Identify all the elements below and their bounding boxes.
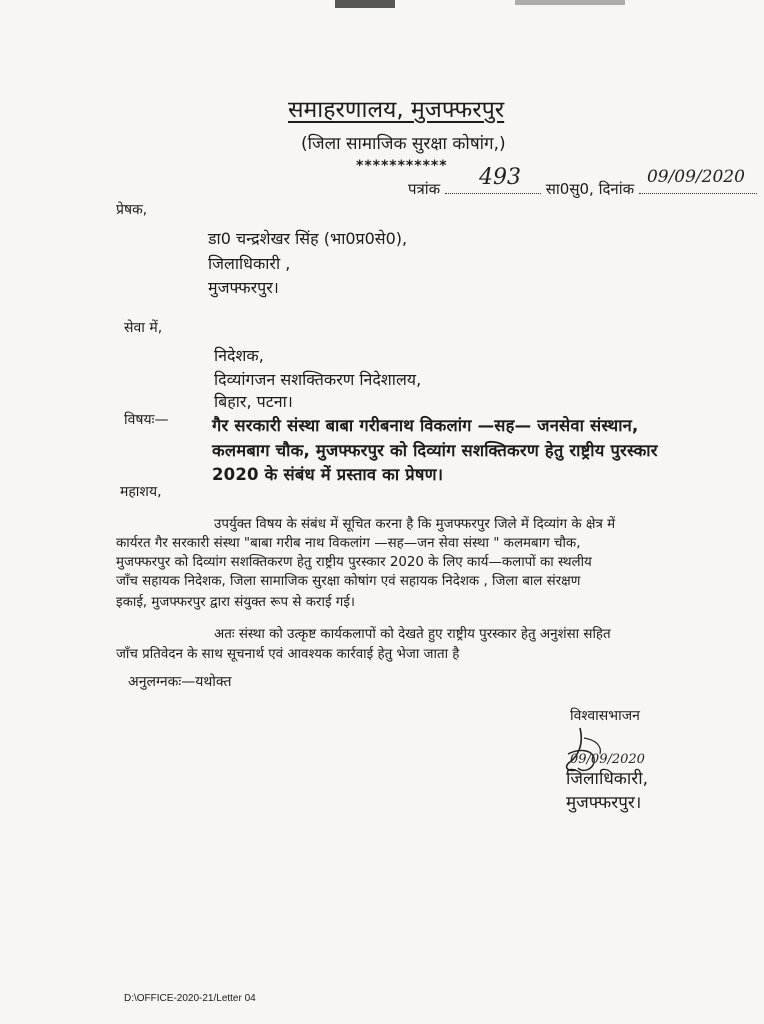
- sender-label: प्रेषक,: [116, 202, 148, 218]
- file-path: D:\OFFICE-2020-21/Letter 04: [124, 993, 256, 1004]
- separator-stars: ***********: [356, 158, 448, 174]
- ref-number: 493: [479, 165, 521, 190]
- department-name: (जिला सामाजिक सुरक्षा कोषांग,): [301, 134, 506, 154]
- signatory-place: मुजफ्फरपुर।: [566, 793, 642, 813]
- body-line: मुजफ्फरपुर को दिव्यांग सशक्तिकरण हेतु राष्ट्रीय पुरस्कार 2020 के लिए कार्य—कलापों का स्थलीय: [116, 555, 592, 570]
- sender-line: जिलाधिकारी ,: [208, 254, 291, 273]
- ref-suffix: सा0सु0, दिनांक: [545, 180, 635, 198]
- body-line: जाँच सहायक निदेशक, जिला सामाजिक सुरक्षा कोषांग एवं सहायक निदेशक , जिला बाल संरक्षण: [116, 574, 581, 589]
- sender-line: डा0 चन्द्रशेखर सिंह (भा0प्र0से0),: [208, 229, 408, 248]
- closing-text: विश्वासभाजन: [570, 708, 640, 724]
- body-line: अतः संस्था को उत्कृष्ट कार्यकलापों को देखते हुए राष्ट्रीय पुरस्कार हेतु अनुशंसा सहित: [214, 627, 611, 642]
- letter-date: 09/09/2020: [646, 167, 745, 187]
- recipient-label: सेवा में,: [124, 320, 163, 336]
- date-field: [639, 167, 757, 194]
- body-line: इकाई, मुजफ्फरपुर द्वारा संयुक्त रूप से कराई गई।: [116, 595, 355, 610]
- top-edge-mark: [335, 0, 395, 8]
- body-line: कार्यरत गैर सरकारी संस्था "बाबा गरीब नाथ विकलांग —सह—जन सेवा संस्था " कलमबाग चौक,: [116, 536, 581, 551]
- sender-line: मुजफ्फरपुर।: [208, 278, 279, 297]
- subject-line: 2020 के संबंध में प्रस्ताव का प्रेषण।: [212, 465, 444, 484]
- signature-date: 09/09/2020: [570, 752, 645, 767]
- recipient-line: बिहार, पटना।: [214, 392, 293, 411]
- enclosure-note: अनुलग्नकः—यथोक्त: [128, 674, 232, 690]
- reference-line: [408, 165, 757, 199]
- ref-label: पत्रांक: [408, 180, 441, 198]
- subject-line: कलमबाग चौक, मुजफ्फरपुर को दिव्यांग सशक्तिकरण हेतु राष्ट्रीय पुरस्कार: [212, 441, 658, 460]
- recipient-line: दिव्यांगजन सशक्तिकरण निदेशालय,: [214, 370, 422, 389]
- top-edge-mark-right: [515, 0, 625, 5]
- ref-number-field: [445, 165, 541, 194]
- subject-label: विषयः—: [124, 412, 169, 428]
- body-line: उपर्युक्त विषय के संबंध में सूचित करना है कि मुजफ्फरपुर जिले में दिव्यांग के क्षेत्र में: [214, 517, 616, 532]
- signatory-designation: जिलाधिकारी,: [566, 769, 649, 789]
- body-line: जाँच प्रतिवेदन के साथ सूचनार्थ एवं आवश्यक कार्रवाई हेतु भेजा जाता है: [116, 647, 460, 662]
- subject-line: गैर सरकारी संस्था बाबा गरीबनाथ विकलांग —सह— जनसेवा संस्थान,: [212, 416, 639, 435]
- page-title: समाहरणालय, मुजफ्फरपुर: [288, 97, 505, 123]
- recipient-line: निदेशक,: [214, 346, 264, 365]
- salutation: महाशय,: [120, 484, 162, 500]
